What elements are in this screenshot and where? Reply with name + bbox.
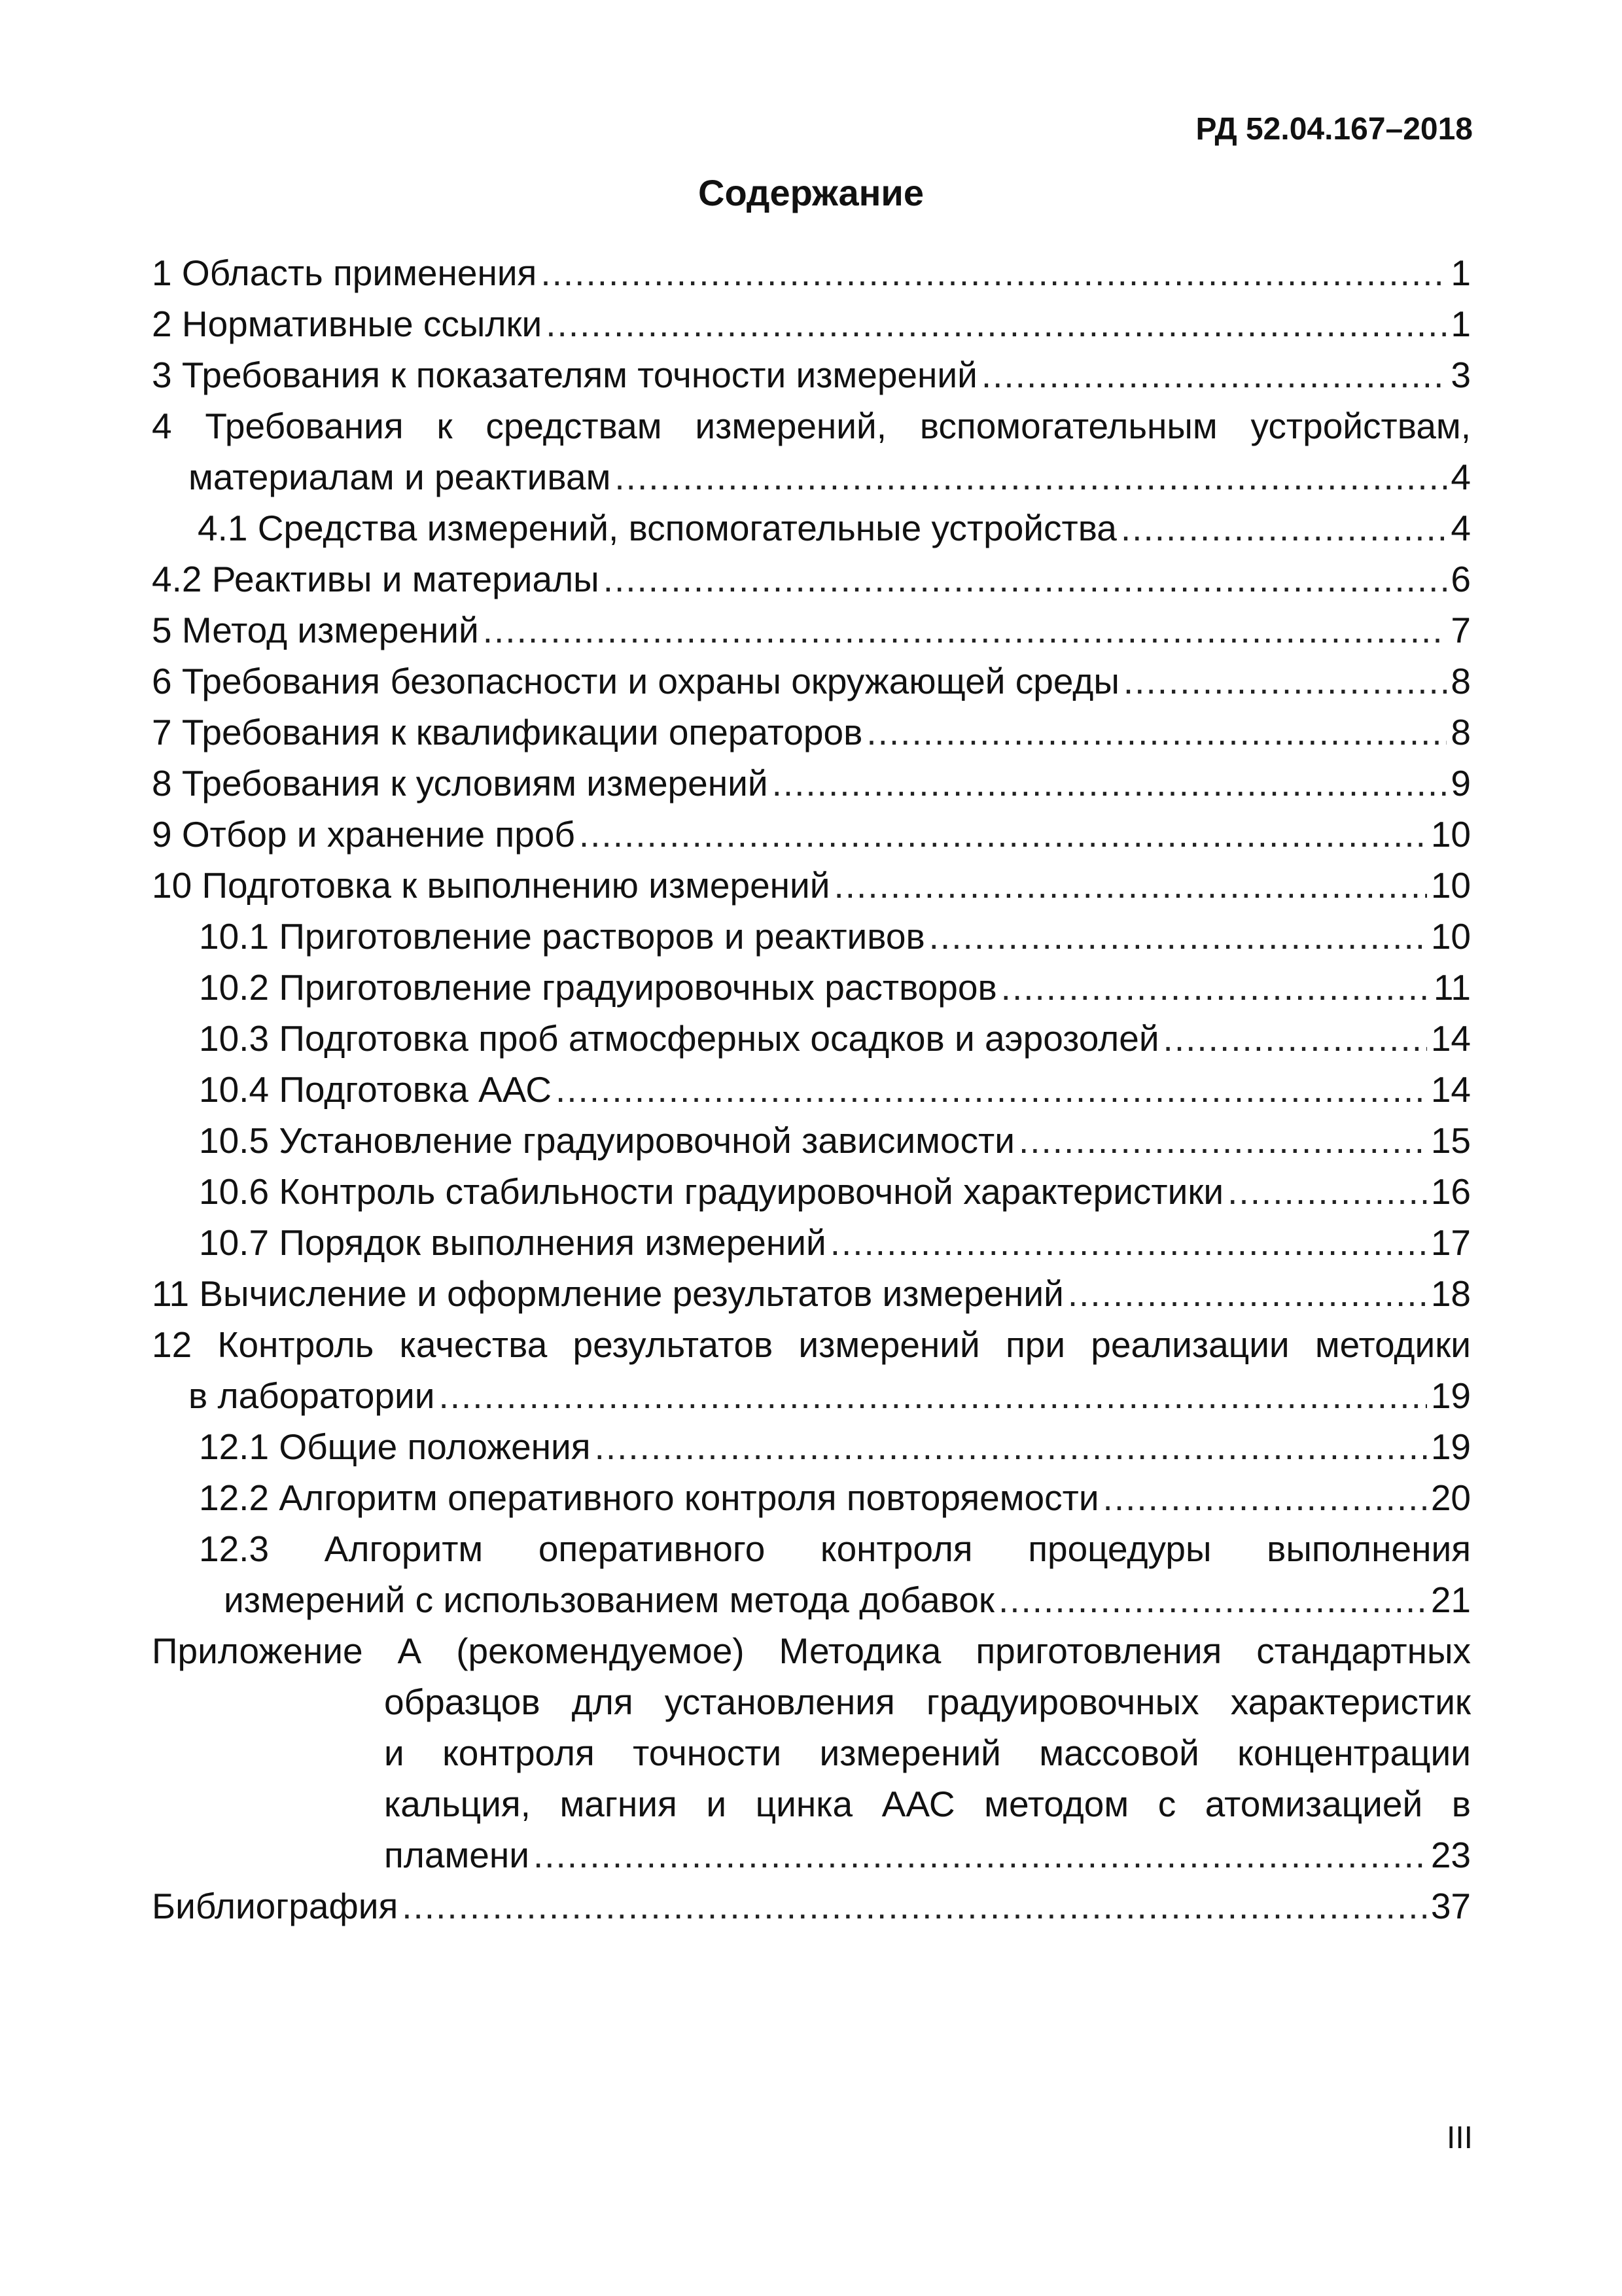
toc-entry-page: 15 — [1430, 1120, 1471, 1161]
dot-leader — [1227, 1166, 1427, 1217]
toc-entry-4-2[interactable] — [152, 554, 1471, 605]
toc-entry-10-5[interactable] — [152, 1115, 1471, 1166]
page-number: III — [1446, 2121, 1473, 2155]
toc-entry-appendix-a[interactable] — [152, 1625, 1471, 1881]
toc-entry-page: 19 — [1430, 1426, 1471, 1467]
toc-entry-page: 1 — [1451, 253, 1471, 293]
toc-entry-title: 2 Нормативные ссылки — [152, 304, 542, 344]
toc-entry-page: 7 — [1451, 610, 1471, 650]
dot-leader — [546, 298, 1447, 349]
toc-entry-11[interactable] — [152, 1268, 1471, 1319]
dot-leader — [830, 1217, 1427, 1268]
dot-leader — [402, 1881, 1427, 1932]
dot-leader — [981, 349, 1447, 400]
toc-entry-title: 8 Требования к условиям измерений — [152, 763, 768, 804]
dot-leader — [1163, 1013, 1427, 1064]
toc-entry-page: 4 — [1451, 457, 1471, 497]
toc-entry-6[interactable] — [152, 656, 1471, 707]
page-title: Содержание — [698, 172, 924, 213]
dot-leader — [614, 451, 1447, 503]
toc-entry-title: 4.2 Реактивы и материалы — [152, 559, 599, 599]
toc-entry-page: 10 — [1430, 916, 1471, 957]
toc-entry-title: 10.3 Подготовка проб атмосферных осадков и аэрозолей — [199, 1018, 1159, 1059]
dot-leader — [1001, 962, 1430, 1013]
toc-entry-10[interactable] — [152, 860, 1471, 911]
toc-entry-continuation: и контроля точности измерений массовой концентрации — [384, 1733, 1471, 1773]
toc-entry-title: 10.6 Контроль стабильности градуировочной характеристики — [199, 1171, 1224, 1212]
dot-leader — [540, 247, 1447, 298]
toc-entry-page: 4 — [1451, 508, 1471, 548]
dot-leader — [834, 860, 1427, 911]
toc-entry-title: 4 Требования к средствам измерений, вспомогательным устройствам, — [152, 406, 1471, 446]
toc-entry-continuation: материалам и реактивам — [188, 457, 611, 497]
toc-entry-page: 1 — [1451, 304, 1471, 344]
toc-entry-3[interactable] — [152, 349, 1471, 400]
toc-entry-12-1[interactable] — [152, 1421, 1471, 1472]
toc-entry-page: 23 — [1430, 1835, 1471, 1875]
toc-entry-title: 10 Подготовка к выполнению измерений — [152, 865, 830, 906]
toc-entry-12-2[interactable] — [152, 1472, 1471, 1523]
toc-entry-page: 6 — [1451, 559, 1471, 599]
toc-entry-title: 12.3 Алгоритм оперативного контроля процедуры выполнения — [199, 1528, 1471, 1569]
toc-entry-title: 9 Отбор и хранение проб — [152, 814, 575, 855]
toc-entry-page: 14 — [1430, 1069, 1471, 1110]
toc-entry-title: 4.1 Средства измерений, вспомогательные устройства — [198, 508, 1117, 548]
toc-entry-title: Приложение А (рекомендуемое) Методика приготовления стандартных — [152, 1631, 1471, 1671]
toc-entry-title: 12.1 Общие положения — [199, 1426, 591, 1467]
toc-entry-5[interactable] — [152, 605, 1471, 656]
dot-leader — [595, 1421, 1427, 1472]
toc-entry-10-3[interactable] — [152, 1013, 1471, 1064]
toc-entry-4[interactable] — [152, 400, 1471, 503]
toc-entry-page: 20 — [1430, 1477, 1471, 1518]
table-of-contents — [152, 247, 1471, 1932]
toc-entry-title: 11 Вычисление и оформление результатов измерений — [152, 1273, 1064, 1314]
dot-leader — [555, 1064, 1427, 1115]
dot-leader — [1121, 503, 1447, 554]
toc-entry-page: 9 — [1451, 763, 1471, 804]
toc-entry-title: 3 Требования к показателям точности измерений — [152, 355, 978, 395]
toc-entry-title: 10.5 Установление градуировочной зависимости — [199, 1120, 1015, 1161]
toc-entry-page: 8 — [1451, 712, 1471, 752]
toc-entry-2[interactable] — [152, 298, 1471, 349]
toc-entry-title: 12 Контроль качества результатов измерений при реализации методики — [152, 1324, 1471, 1365]
toc-entry-12[interactable] — [152, 1319, 1471, 1421]
toc-entry-10-2[interactable] — [152, 962, 1471, 1013]
dot-leader — [998, 1574, 1427, 1625]
dot-leader — [533, 1829, 1427, 1881]
toc-entry-page: 21 — [1430, 1580, 1471, 1620]
toc-entry-title: 6 Требования безопасности и охраны окружающей среды — [152, 661, 1120, 701]
toc-entry-title: 5 Метод измерений — [152, 610, 479, 650]
toc-entry-page: 11 — [1433, 967, 1471, 1008]
toc-entry-title: 10.7 Порядок выполнения измерений — [199, 1222, 826, 1263]
toc-entry-title: 1 Область применения — [152, 253, 537, 293]
toc-entry-12-3[interactable] — [152, 1523, 1471, 1625]
dot-leader — [1123, 656, 1447, 707]
toc-entry-page: 3 — [1451, 355, 1471, 395]
toc-entry-page: 8 — [1451, 661, 1471, 701]
toc-entry-7[interactable] — [152, 707, 1471, 758]
toc-entry-1[interactable] — [152, 247, 1471, 298]
dot-leader — [866, 707, 1447, 758]
toc-entry-title: 10.4 Подготовка ААС — [199, 1069, 552, 1110]
toc-entry-10-6[interactable] — [152, 1166, 1471, 1217]
dot-leader — [1103, 1472, 1427, 1523]
toc-entry-page: 37 — [1430, 1886, 1471, 1926]
toc-entry-title: Библиография — [152, 1886, 398, 1926]
toc-entry-9[interactable] — [152, 809, 1471, 860]
toc-entry-continuation: пламени — [384, 1835, 529, 1875]
toc-entry-page: 17 — [1430, 1222, 1471, 1263]
document-code: РД 52.04.167–2018 — [1195, 112, 1473, 147]
toc-entry-page: 10 — [1430, 814, 1471, 855]
dot-leader — [929, 911, 1427, 962]
toc-entry-continuation: измерений с использованием метода добавок — [224, 1580, 995, 1620]
toc-entry-title: 10.2 Приготовление градуировочных растворов — [199, 967, 997, 1008]
toc-entry-bibliography[interactable] — [152, 1881, 1471, 1932]
toc-entry-title: 7 Требования к квалификации операторов — [152, 712, 863, 752]
dot-leader — [579, 809, 1427, 860]
dot-leader — [1068, 1268, 1427, 1319]
dot-leader — [1019, 1115, 1427, 1166]
toc-entry-page: 10 — [1430, 865, 1471, 906]
toc-entry-4-1[interactable] — [152, 503, 1471, 554]
toc-entry-continuation: образцов для установления градуировочных характеристик — [384, 1682, 1471, 1722]
toc-entry-10-4[interactable] — [152, 1064, 1471, 1115]
toc-entry-page: 19 — [1430, 1375, 1471, 1416]
toc-entry-10-1[interactable] — [152, 911, 1471, 962]
toc-entry-10-7[interactable] — [152, 1217, 1471, 1268]
toc-entry-title: 10.1 Приготовление растворов и реактивов — [199, 916, 925, 957]
toc-entry-page: 18 — [1430, 1273, 1471, 1314]
toc-entry-page: 16 — [1430, 1171, 1471, 1212]
toc-entry-8[interactable] — [152, 758, 1471, 809]
dot-leader — [438, 1370, 1426, 1421]
toc-entry-page: 14 — [1430, 1018, 1471, 1059]
dot-leader — [772, 758, 1447, 809]
dot-leader — [603, 554, 1447, 605]
toc-entry-continuation: кальция, магния и цинка ААС методом с атомизацией в — [384, 1784, 1471, 1824]
toc-entry-title: 12.2 Алгоритм оперативного контроля повторяемости — [199, 1477, 1099, 1518]
toc-entry-continuation: в лаборатории — [188, 1375, 435, 1416]
dot-leader — [483, 605, 1447, 656]
